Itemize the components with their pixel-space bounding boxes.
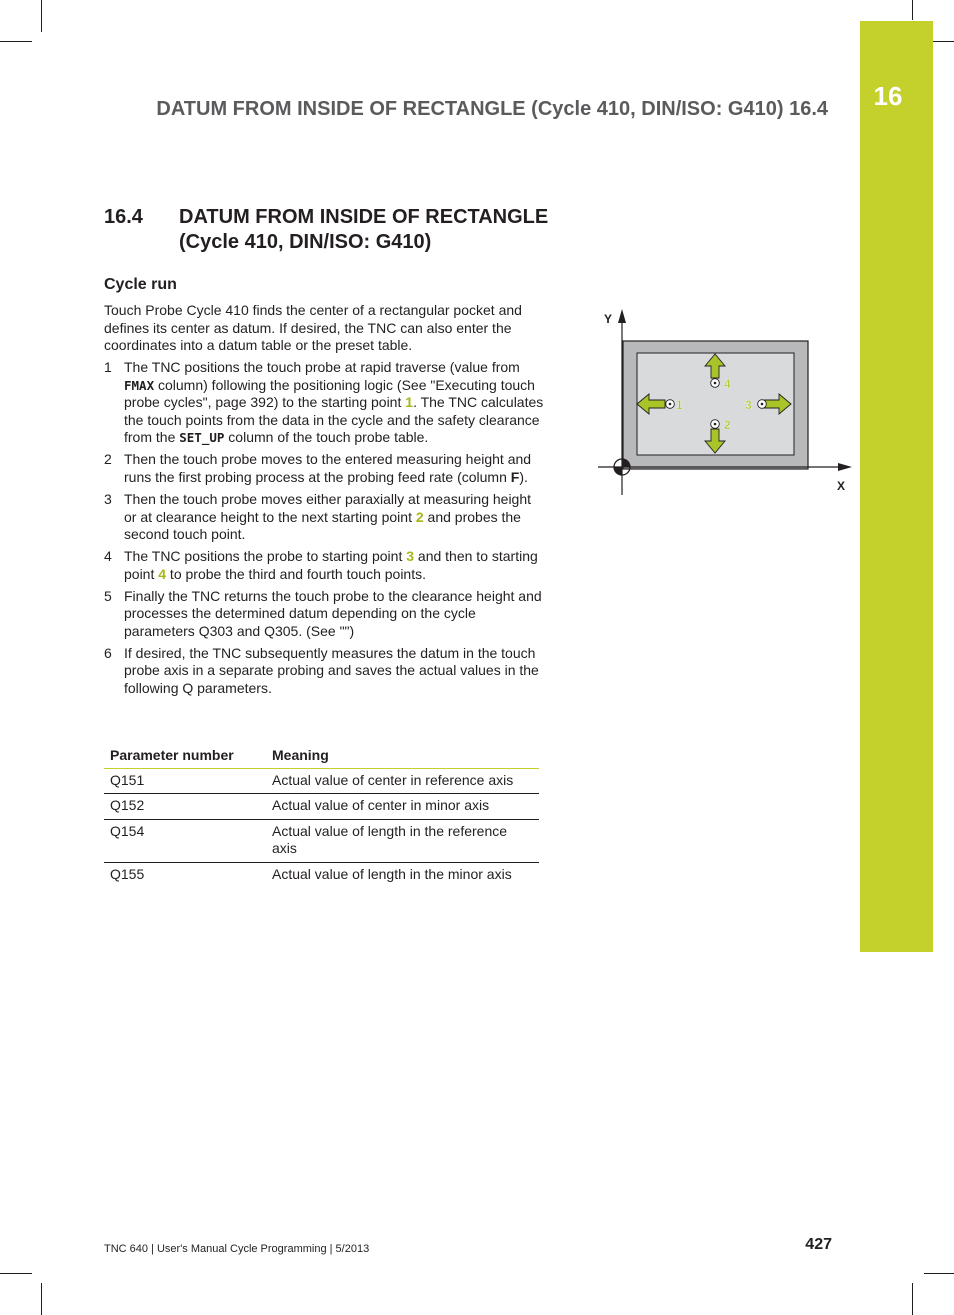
table-cell: Actual value of length in the minor axis	[272, 865, 512, 882]
point-ref: 2	[415, 508, 424, 525]
chapter-tab	[860, 21, 933, 952]
step-text: column of the touch probe table.	[224, 429, 429, 446]
datum-symbol	[614, 459, 630, 475]
probe-diagram	[590, 305, 860, 500]
step-text: Then the touch probe moves either paraxially at measuring height or at clearance height to the next starting point	[124, 490, 532, 525]
crop-mark	[41, 1283, 42, 1315]
x-axis-label: X	[837, 479, 846, 493]
step-item	[104, 359, 544, 447]
code-keyword: SET_UP	[179, 430, 225, 446]
point-label: 4	[724, 377, 731, 391]
crop-mark	[0, 1273, 32, 1274]
crop-mark	[912, 0, 913, 20]
step-item	[104, 588, 544, 641]
step-number: 6	[104, 644, 112, 661]
step-text: Finally the TNC returns the touch probe to the clearance height and processes the determined datum depending on the cycle parameters Q303 and Q305. (See "")	[124, 587, 542, 639]
step-item	[104, 491, 544, 544]
table-cell: Q151	[104, 768, 266, 794]
table-cell: Q154	[104, 819, 266, 862]
probe-point-icon	[758, 400, 767, 409]
point-ref: 4	[158, 565, 167, 582]
step-item	[104, 548, 544, 583]
crop-mark	[41, 0, 42, 32]
y-axis-label: Y	[604, 312, 613, 326]
table-row	[104, 819, 539, 862]
table-cell: Q155	[110, 865, 145, 882]
step-item	[104, 451, 544, 486]
step-text: to probe the third and fourth touch points.	[166, 565, 426, 582]
chapter-number: 16	[873, 81, 903, 111]
section-number: 16.4	[104, 206, 143, 228]
step-text: ).	[519, 468, 528, 485]
step-text: The TNC positions the probe to starting point	[124, 548, 407, 565]
footer-text: TNC 640 | User's Manual Cycle Programming | 5/2013	[104, 1243, 370, 1255]
table-header-row	[104, 745, 539, 768]
point-label: 3	[745, 398, 752, 412]
step-number: 2	[104, 451, 112, 468]
column-header: Meaning	[266, 745, 539, 768]
step-text: column) following the positioning logic (See "Executing touch probe cycles", page 392) to the starting point	[124, 376, 535, 411]
step-text: If desired, the TNC subsequently measures the datum in the touch probe axis in a separate probing and saves the actual values in the following Q parameters.	[124, 644, 539, 697]
step-text: and probes the second touch point.	[124, 508, 521, 543]
parameter-table	[104, 745, 539, 888]
crop-mark	[924, 1273, 954, 1274]
page-number: 427	[805, 1236, 832, 1253]
step-text: The TNC positions the touch probe at rapid traverse (value from	[124, 359, 520, 375]
probe-point-icon	[666, 400, 675, 409]
probe-point-icon	[711, 420, 720, 429]
table-row	[104, 862, 539, 887]
step-number: 4	[104, 548, 112, 565]
point-ref: 3	[406, 548, 415, 565]
crop-mark	[912, 1283, 913, 1315]
step-number: 5	[104, 587, 112, 604]
step-item	[104, 645, 544, 698]
table-row	[104, 794, 539, 820]
point-label: 2	[724, 418, 731, 432]
point-ref: 1	[405, 394, 414, 411]
table-row	[104, 768, 539, 794]
step-text: and then to starting point	[124, 548, 538, 582]
cycle-steps	[104, 359, 544, 702]
step-text: Then the touch probe moves to the entered measuring height and runs the first probing process at the probing feed rate (column	[124, 451, 532, 485]
code-keyword: F	[510, 468, 520, 485]
x-axis-arrow	[838, 463, 852, 471]
crop-mark	[0, 41, 32, 42]
table-cell: Actual value of center in reference axis	[266, 768, 539, 794]
step-number: 1	[104, 359, 112, 375]
table-cell: Actual value of center in minor axis	[266, 794, 539, 820]
step-text: . The TNC calculates the touch points from the data in the cycle and the safety clearance from the	[124, 394, 544, 446]
step-number: 3	[104, 490, 112, 507]
y-axis-arrow	[618, 309, 626, 323]
subheading: Cycle run	[104, 276, 177, 293]
intro-paragraph: Touch Probe Cycle 410 finds the center of a rectangular pocket and defines its center as datum. If desired, the TNC can also enter the coordinates into a datum table or the preset table.	[104, 302, 522, 354]
section-heading: DATUM FROM INSIDE OF RECTANGLE (Cycle 410, DIN/ISO: G410)	[179, 206, 549, 253]
table-cell: Actual value of length in the reference axis	[266, 819, 539, 862]
column-header: Parameter number	[104, 745, 266, 768]
table-cell: Q152	[104, 794, 266, 820]
point-label: 1	[676, 398, 683, 412]
probe-point-icon	[711, 379, 720, 388]
code-keyword: FMAX	[124, 377, 155, 393]
running-header: DATUM FROM INSIDE OF RECTANGLE (Cycle 410, DIN/ISO: G410) 16.4	[156, 98, 828, 120]
